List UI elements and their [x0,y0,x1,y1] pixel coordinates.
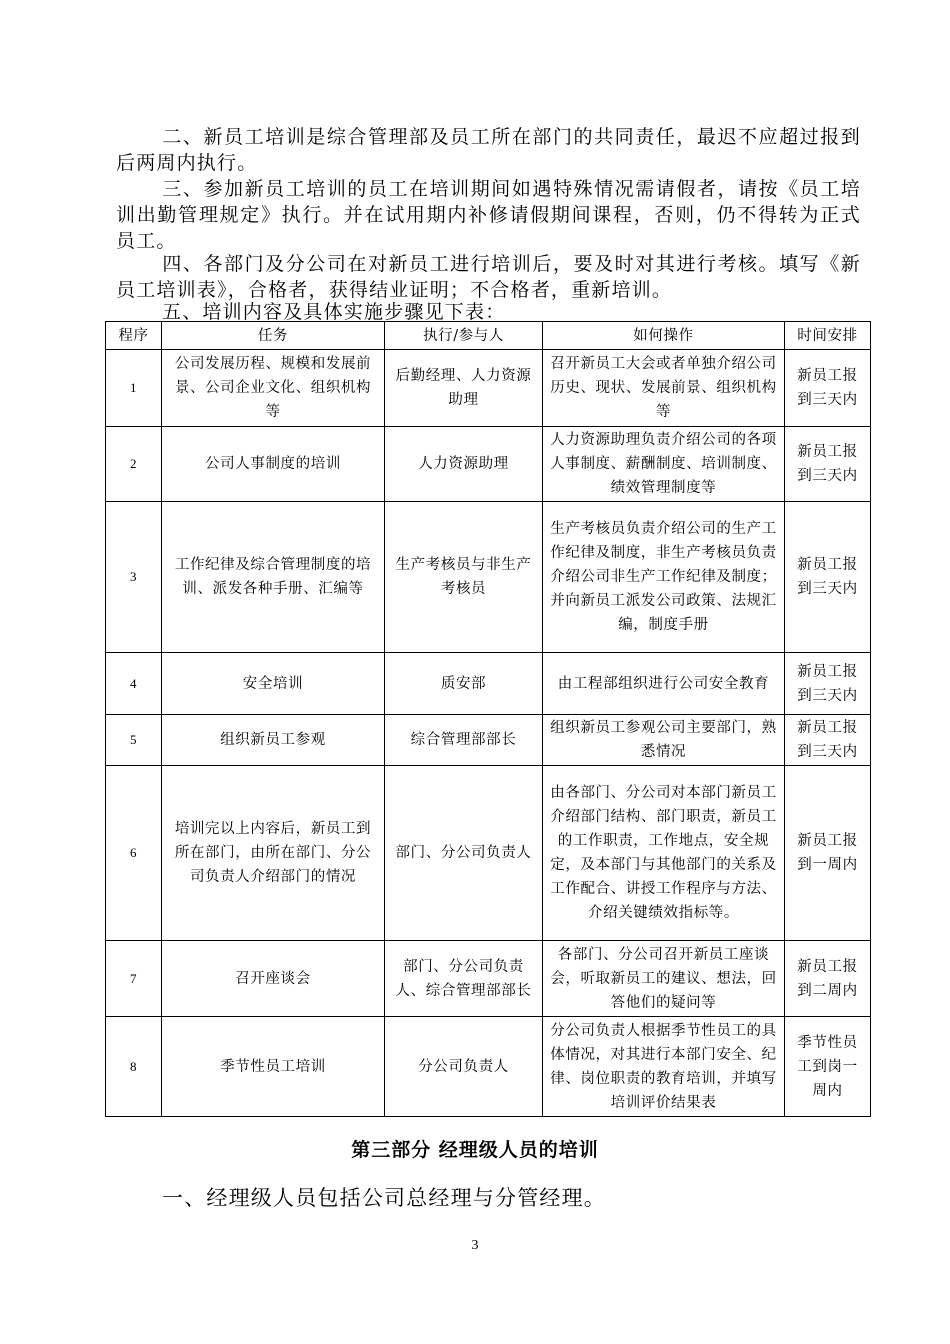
header-seq: 程序 [106,322,162,350]
header-who: 执行/参与人 [385,322,543,350]
page-number: 3 [471,1238,479,1253]
cell-how: 分公司负责人根据季节性员工的具体情况，对其进行本部门安全、纪律、岗位职责的教育培训，并填写培训评价结果表 [543,1017,785,1117]
paragraph-3-text: 三、参加新员工培训的员工在培训期间如遇特殊情况需请假者，请按《员工培训出勤管理规定》执行。并在试用期内补修请假期间课程，否则，仍不得转为正式员工。 [116,178,861,252]
cell-who: 部门、分公司负责人 [385,766,543,941]
cell-when: 新员工报到三天内 [785,715,871,766]
cell-who: 人力资源助理 [385,427,543,502]
cell-task: 公司人事制度的培训 [162,427,385,502]
section-title: 第三部分 经理级人员的培训 [351,1139,599,1161]
table-row [106,427,871,502]
cell-when: 新员工报到二周内 [785,941,871,1017]
cell-when: 新员工报到一周内 [785,766,871,941]
header-how: 如何操作 [543,322,785,350]
cell-how: 由工程部组织进行公司安全教育 [543,653,785,715]
cell-who: 部门、分公司负责人、综合管理部部长 [385,941,543,1017]
paragraph-2-text: 二、新员工培训是综合管理部及员工所在部门的共同责任，最迟不应超过报到后两周内执行。 [116,126,861,174]
table-row [106,766,871,941]
table-header-row [106,322,871,350]
table-row [106,1017,871,1117]
table-row [106,502,871,653]
header-task: 任务 [162,322,385,350]
cell-when: 新员工报到三天内 [785,427,871,502]
paragraph-5-text: 五、培训内容及具体实施步骤见下表： [162,301,506,323]
cell-seq: 7 [106,941,162,1017]
cell-when: 季节性员工到岗一周内 [785,1017,871,1117]
table-row [106,653,871,715]
cell-who: 分公司负责人 [385,1017,543,1117]
cell-seq: 8 [106,1017,162,1117]
cell-when: 新员工报到三天内 [785,653,871,715]
paragraph-2 [116,124,861,176]
paragraph-4-text: 四、各部门及分公司在对新员工进行培训后，要及时对其进行考核。填写《新员工培训表》，合格者，获得结业证明；不合格者，重新培训。 [116,253,861,301]
cell-task: 召开座谈会 [162,941,385,1017]
table-row [106,350,871,427]
cell-who: 综合管理部部长 [385,715,543,766]
cell-seq: 3 [106,502,162,653]
cell-seq: 5 [106,715,162,766]
cell-seq: 2 [106,427,162,502]
cell-task: 公司发展历程、规模和发展前景、公司企业文化、组织机构等 [162,350,385,427]
cell-how: 由各部门、分公司对本部门新员工介绍部门结构、部门职责，新员工的工作职责，工作地点，安全规定，及本部门与其他部门的关系及工作配合、讲授工作程序与方法、介绍关键绩效指标等。 [543,766,785,941]
cell-who: 后勤经理、人力资源助理 [385,350,543,427]
cell-when: 新员工报到三天内 [785,350,871,427]
cell-seq: 1 [106,350,162,427]
header-when: 时间安排 [785,322,871,350]
cell-task: 培训完以上内容后，新员工到所在部门，由所在部门、分公司负责人介绍部门的情况 [162,766,385,941]
paragraph-3 [116,176,861,254]
cell-task: 季节性员工培训 [162,1017,385,1117]
manager-paragraph-text: 一、经理级人员包括公司总经理与分管经理。 [162,1186,606,1210]
cell-how: 各部门、分公司召开新员工座谈会，听取新员工的建议、想法，回答他们的疑问等 [543,941,785,1017]
cell-how: 生产考核员负责介绍公司的生产工作纪律及制度，非生产考核员负责介绍公司非生产工作纪律及制度；并向新员工派发公司政策、法规汇编，制度手册 [543,502,785,653]
cell-who: 质安部 [385,653,543,715]
cell-how: 人力资源助理负责介绍公司的各项人事制度、薪酬制度、培训制度、绩效管理制度等 [543,427,785,502]
cell-task: 组织新员工参观 [162,715,385,766]
table-row [106,715,871,766]
cell-how: 召开新员工大会或者单独介绍公司历史、现状、发展前景、组织机构等 [543,350,785,427]
training-table [105,321,871,1117]
cell-when: 新员工报到三天内 [785,502,871,653]
cell-who: 生产考核员与非生产考核员 [385,502,543,653]
cell-seq: 4 [106,653,162,715]
cell-task: 工作纪律及综合管理制度的培训、派发各种手册、汇编等 [162,502,385,653]
cell-task: 安全培训 [162,653,385,715]
paragraph-4 [116,251,861,303]
manager-paragraph [116,1182,606,1212]
table-row [106,941,871,1017]
cell-how: 组织新员工参观公司主要部门，熟悉情况 [543,715,785,766]
cell-seq: 6 [106,766,162,941]
